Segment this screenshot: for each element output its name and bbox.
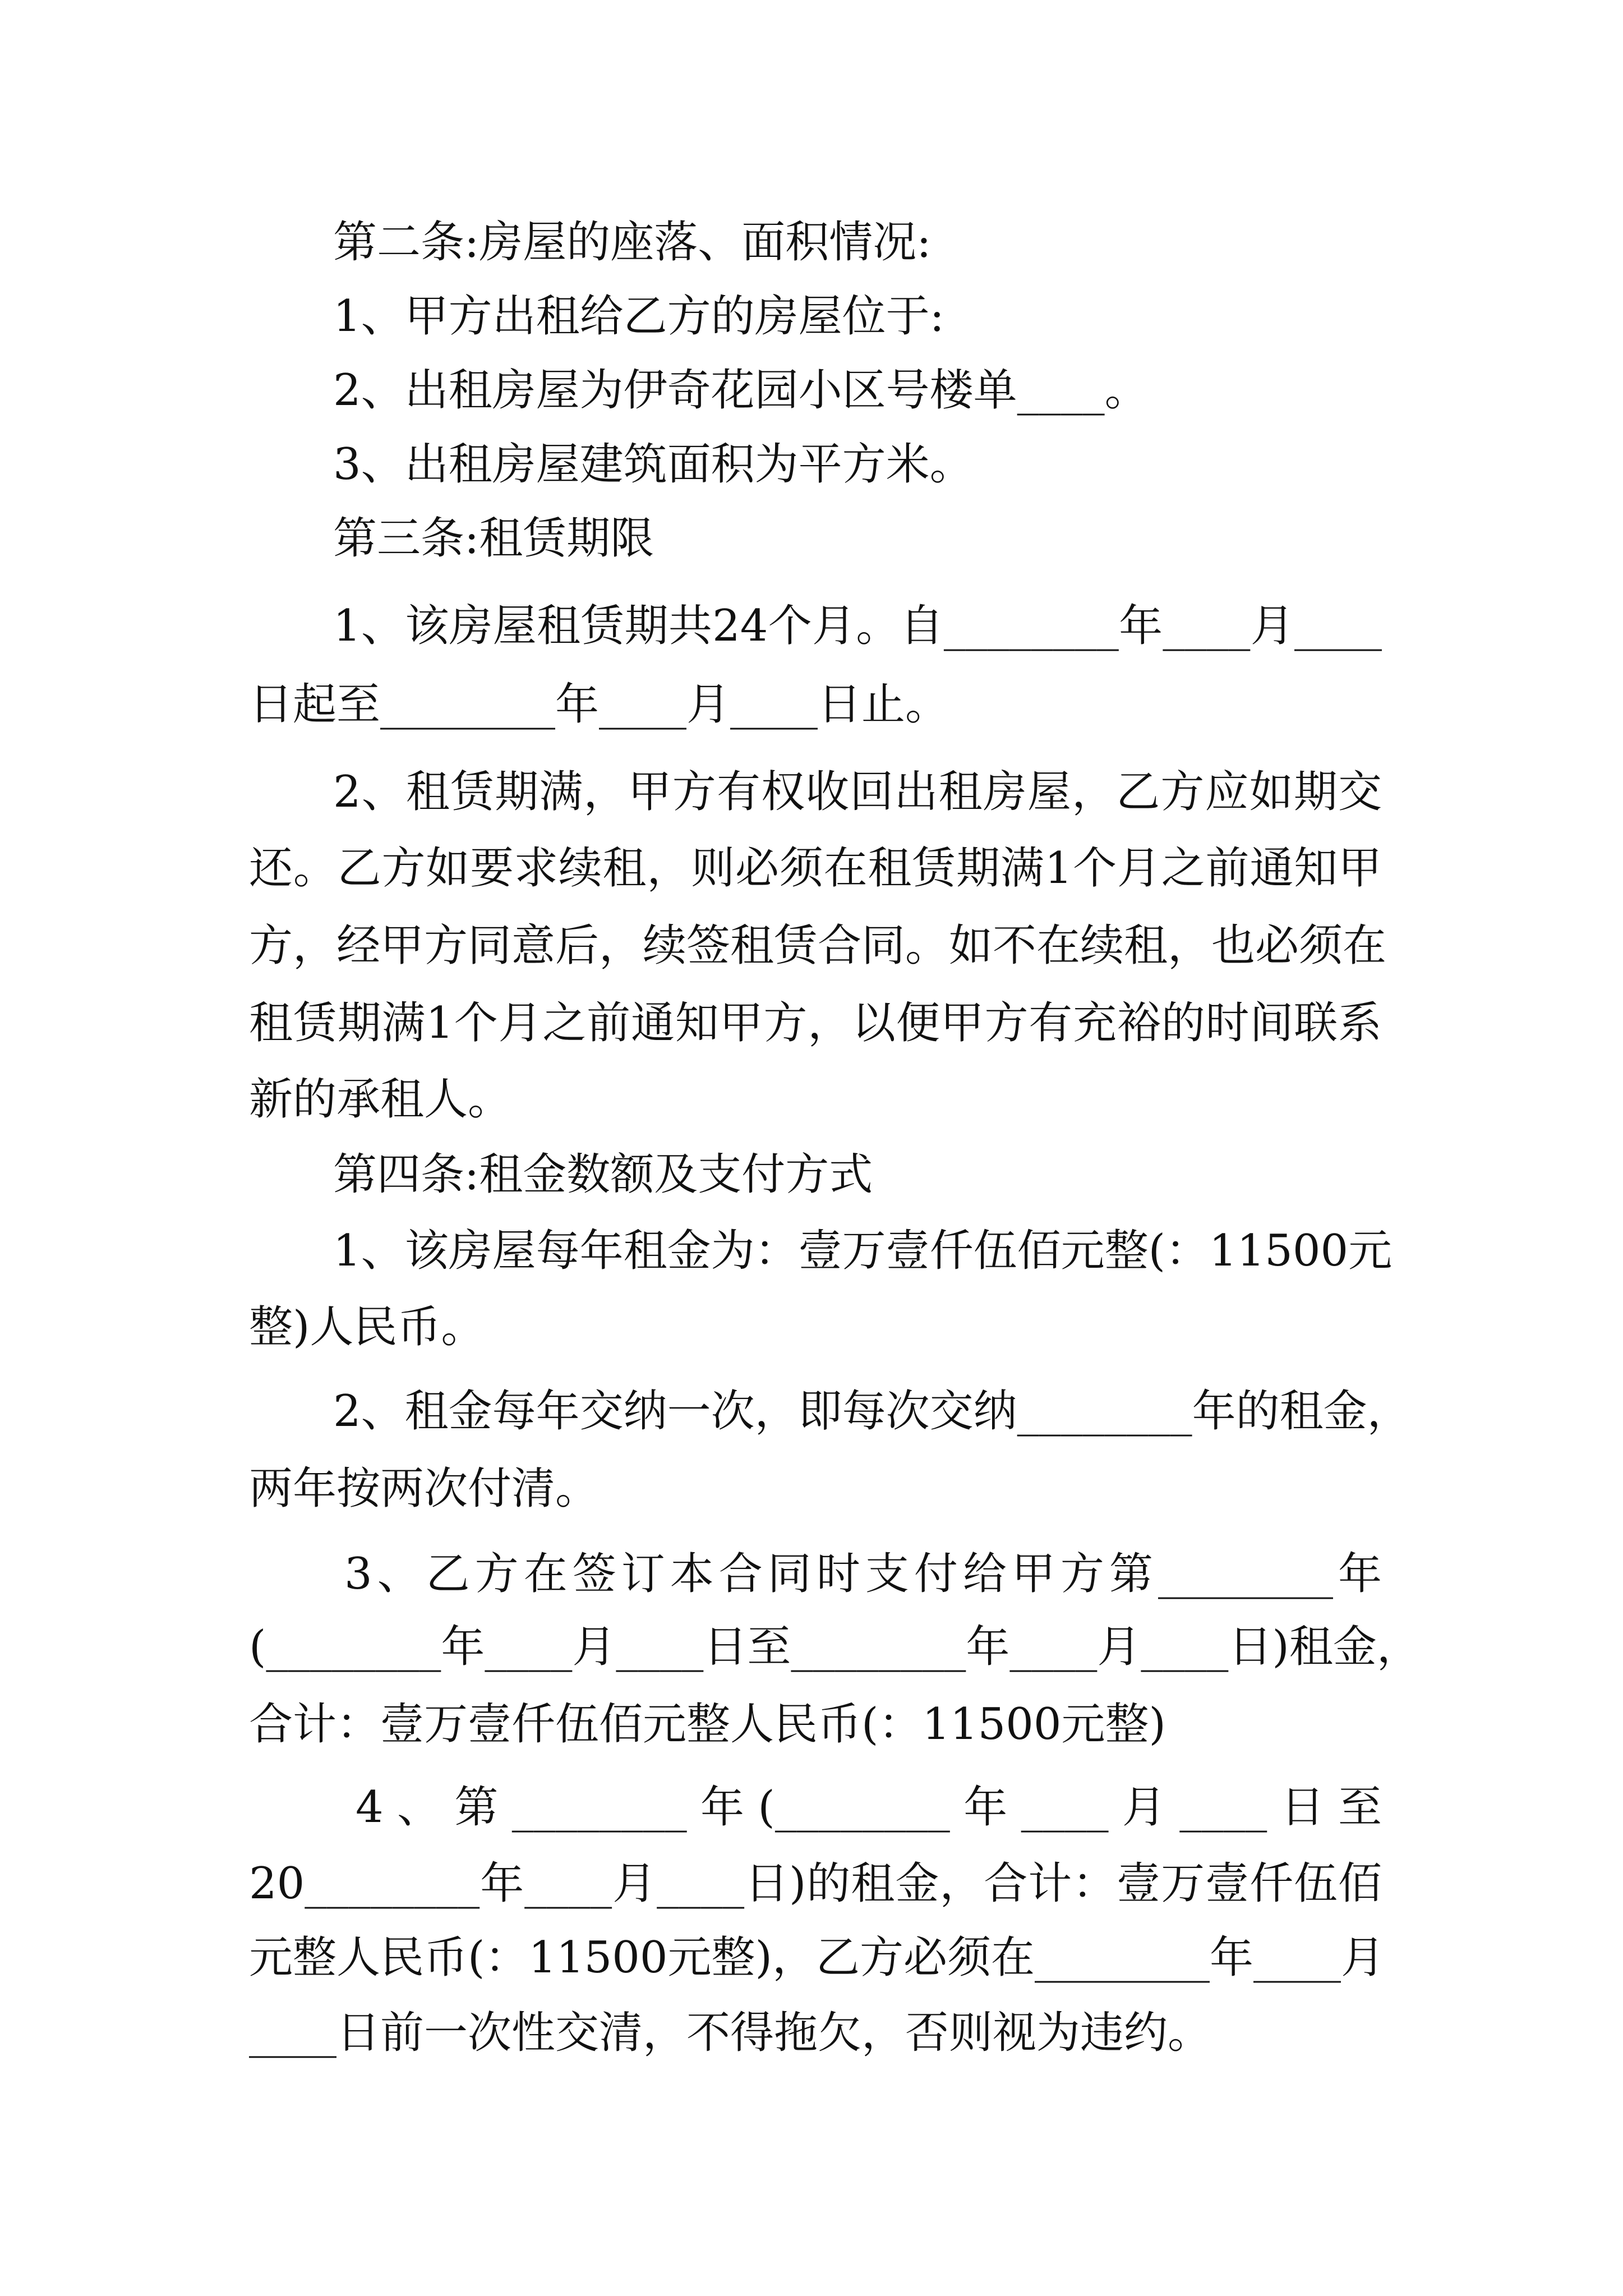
article-4-item-4-line-4: ____日前一次性交清，不得拖欠，否则视为违约。: [249, 2008, 1212, 2058]
article-4-item-3-line-2: (________年____月____日至________年____月____日)租金，: [249, 1622, 1421, 1672]
article-4-item-3-line-3: 合计：壹万壹仟伍佰元整人民币(：11500元整): [249, 1699, 1166, 1750]
article-3-item-2-line-5: 新的承租人。: [249, 1074, 512, 1125]
article-3-item-1-line-2: 日起至________年____月____日止。: [249, 679, 949, 730]
article-3-item-2-line-4: 租赁期满1个月之前通知甲方，以便甲方有充裕的时间联系: [249, 998, 1382, 1048]
article-2-item-2: 2、出租房屋为伊奇花园小区号楼单____。: [333, 365, 1149, 416]
article-4-heading: 第四条:租金数额及支付方式: [333, 1149, 873, 1200]
article-3-heading: 第三条:租赁期限: [333, 513, 654, 564]
article-4-item-4-line-1: 4、第________年(________年____月____日至: [356, 1782, 1382, 1833]
article-4-item-1-line-2: 整)人民币。: [249, 1302, 485, 1352]
article-3-item-2-line-3: 方，经甲方同意后，续签租赁合同。如不在续租，也必须在: [249, 921, 1387, 971]
article-4-item-2-line-1: 2、租金每年交纳一次，即每次交纳________年的租金，: [333, 1386, 1411, 1437]
article-2-item-3: 3、出租房屋建筑面积为平方米。: [333, 439, 974, 490]
article-4-item-3-line-1: 3、乙方在签订本合同时支付给甲方第________年: [344, 1549, 1382, 1599]
article-4-item-2-line-2: 两年按两次付清。: [249, 1464, 600, 1514]
article-3-item-1-line-1: 1、该房屋租赁期共24个月。自________年____月____: [333, 601, 1382, 651]
article-4-item-4-line-3: 元整人民币(：11500元整)，乙方必须在________年____月: [249, 1932, 1385, 1983]
article-3-item-2-line-2: 还。乙方如要求续租，则必须在租赁期满1个月之前通知甲: [249, 843, 1382, 894]
article-2-item-1: 1、甲方出租给乙方的房屋位于:: [333, 291, 944, 342]
article-3-item-2-line-1: 2、租赁期满，甲方有权收回出租房屋，乙方应如期交: [333, 767, 1382, 817]
article-4-item-1-line-1: 1、该房屋每年租金为：壹万壹仟伍佰元整(：11500元: [333, 1226, 1393, 1276]
article-2-heading: 第二条:房屋的座落、面积情况:: [333, 217, 932, 268]
article-4-item-4-line-2: 20________年____月____日)的租金，合计：壹万壹仟伍佰: [249, 1858, 1382, 1909]
